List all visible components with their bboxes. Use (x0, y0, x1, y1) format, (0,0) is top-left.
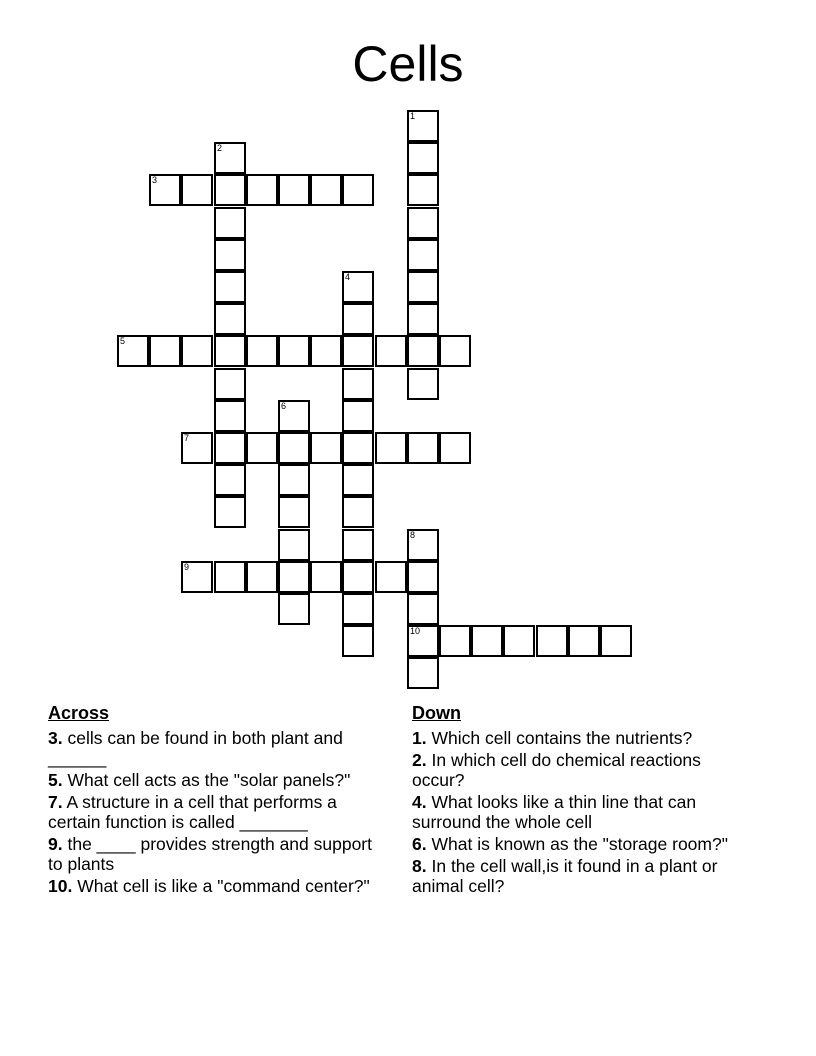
grid-cell[interactable] (407, 432, 439, 464)
clue-text: What is known as the "storage room?" (431, 834, 728, 854)
grid-cell[interactable] (439, 432, 471, 464)
grid-cell[interactable] (342, 593, 374, 625)
clue-text: cells can be found in both plant and ______ (48, 728, 343, 768)
grid-cell[interactable] (149, 174, 181, 206)
grid-cell[interactable] (278, 529, 310, 561)
cell-number: 7 (184, 433, 190, 443)
grid-cell[interactable] (214, 335, 246, 367)
grid-cell[interactable] (407, 110, 439, 142)
grid-cell[interactable] (407, 657, 439, 689)
grid-cell[interactable] (439, 335, 471, 367)
grid-cell[interactable] (407, 271, 439, 303)
cell-number: 2 (217, 143, 223, 153)
grid-cell[interactable] (375, 335, 407, 367)
clue-number: 10. (48, 876, 73, 896)
clue-text: What cell is like a "command center?" (77, 876, 370, 896)
grid-cell[interactable] (278, 400, 310, 432)
grid-cell[interactable] (214, 174, 246, 206)
grid-cell[interactable] (536, 625, 568, 657)
grid-cell[interactable] (439, 625, 471, 657)
grid-cell[interactable] (342, 432, 374, 464)
down-heading: Down (412, 703, 461, 723)
grid-cell[interactable] (503, 625, 535, 657)
grid-cell[interactable] (214, 271, 246, 303)
across-clue-3 (48, 728, 388, 768)
grid-cell[interactable] (375, 561, 407, 593)
cell-number: 3 (152, 175, 158, 185)
grid-cell[interactable] (407, 207, 439, 239)
grid-cell[interactable] (278, 432, 310, 464)
across-clue-10 (48, 876, 388, 896)
cell-number: 4 (345, 272, 351, 282)
grid-cell[interactable] (181, 561, 213, 593)
grid-cell[interactable] (342, 400, 374, 432)
grid-cell[interactable] (342, 529, 374, 561)
cell-number: 6 (281, 401, 287, 411)
grid-cell[interactable] (407, 142, 439, 174)
puzzle-title: Cells (352, 36, 464, 92)
grid-cell[interactable] (342, 271, 374, 303)
grid-cell[interactable] (181, 174, 213, 206)
grid-cell[interactable] (214, 464, 246, 496)
grid-cell[interactable] (471, 625, 503, 657)
grid-cell[interactable] (342, 303, 374, 335)
clue-number: 7. (48, 792, 63, 812)
grid-cell[interactable] (310, 432, 342, 464)
grid-cell[interactable] (214, 142, 246, 174)
clue-text: What cell acts as the "solar panels?" (67, 770, 351, 790)
grid-cell[interactable] (407, 561, 439, 593)
clue-text: A structure in a cell that performs a certain function is called _______ (48, 792, 337, 832)
grid-cell[interactable] (342, 561, 374, 593)
grid-cell[interactable] (375, 432, 407, 464)
down-clue-1 (412, 728, 752, 748)
down-clues (412, 702, 752, 898)
grid-cell[interactable] (278, 174, 310, 206)
grid-cell[interactable] (149, 335, 181, 367)
grid-cell[interactable] (246, 174, 278, 206)
grid-cell[interactable] (278, 464, 310, 496)
grid-cell[interactable] (407, 303, 439, 335)
grid-cell[interactable] (278, 496, 310, 528)
grid-cell[interactable] (310, 174, 342, 206)
grid-cell[interactable] (407, 593, 439, 625)
grid-cell[interactable] (214, 239, 246, 271)
cell-number: 5 (120, 336, 126, 346)
down-clue-8 (412, 856, 752, 896)
grid-cell[interactable] (214, 400, 246, 432)
grid-cell[interactable] (214, 496, 246, 528)
cell-number: 8 (410, 530, 416, 540)
grid-cell[interactable] (407, 368, 439, 400)
grid-cell[interactable] (278, 593, 310, 625)
clue-number: 6. (412, 834, 427, 854)
grid-cell[interactable] (278, 335, 310, 367)
grid-cell[interactable] (214, 207, 246, 239)
clue-text: the ____ provides strength and support to plants (48, 834, 372, 874)
clue-number: 4. (412, 792, 427, 812)
grid-cell[interactable] (407, 239, 439, 271)
clue-text: In which cell do chemical reactions occur? (412, 750, 701, 790)
grid-cell[interactable] (310, 335, 342, 367)
grid-cell[interactable] (342, 496, 374, 528)
grid-cell[interactable] (246, 432, 278, 464)
grid-cell[interactable] (600, 625, 632, 657)
across-clues (48, 702, 388, 898)
grid-cell[interactable] (278, 561, 310, 593)
down-clue-2 (412, 750, 752, 790)
clue-number: 9. (48, 834, 63, 854)
grid-cell[interactable] (246, 561, 278, 593)
clue-text: What looks like a thin line that can surround the whole cell (412, 792, 697, 832)
grid-cell[interactable] (407, 625, 439, 657)
across-clue-7 (48, 792, 388, 832)
clue-number: 2. (412, 750, 427, 770)
clue-number: 3. (48, 728, 63, 748)
cell-number: 9 (184, 562, 190, 572)
grid-cell[interactable] (214, 432, 246, 464)
grid-cell[interactable] (407, 529, 439, 561)
grid-cell[interactable] (181, 335, 213, 367)
grid-cell[interactable] (246, 335, 278, 367)
across-heading: Across (48, 703, 110, 723)
grid-cell[interactable] (342, 335, 374, 367)
across-clue-9 (48, 834, 388, 874)
grid-cell[interactable] (407, 174, 439, 206)
grid-cell[interactable] (181, 432, 213, 464)
grid-cell[interactable] (214, 561, 246, 593)
grid-cell[interactable] (214, 303, 246, 335)
clue-number: 5. (48, 770, 63, 790)
down-clue-6 (412, 834, 752, 854)
grid-cell[interactable] (310, 561, 342, 593)
across-clue-5 (48, 770, 388, 790)
clue-text: Which cell contains the nutrients? (431, 728, 693, 748)
grid-cell[interactable] (568, 625, 600, 657)
grid-cell[interactable] (342, 368, 374, 400)
cell-number: 10 (410, 626, 421, 636)
grid-cell[interactable] (342, 625, 374, 657)
clue-text: In the cell wall,is it found in a plant or animal cell? (412, 856, 718, 896)
cell-number: 1 (410, 111, 416, 121)
grid-cell[interactable] (214, 368, 246, 400)
grid-cell[interactable] (342, 464, 374, 496)
clue-number: 1. (412, 728, 427, 748)
grid-cell[interactable] (342, 174, 374, 206)
down-clue-4 (412, 792, 752, 832)
grid-cell[interactable] (117, 335, 149, 367)
grid-cell[interactable] (407, 335, 439, 367)
clue-number: 8. (412, 856, 427, 876)
